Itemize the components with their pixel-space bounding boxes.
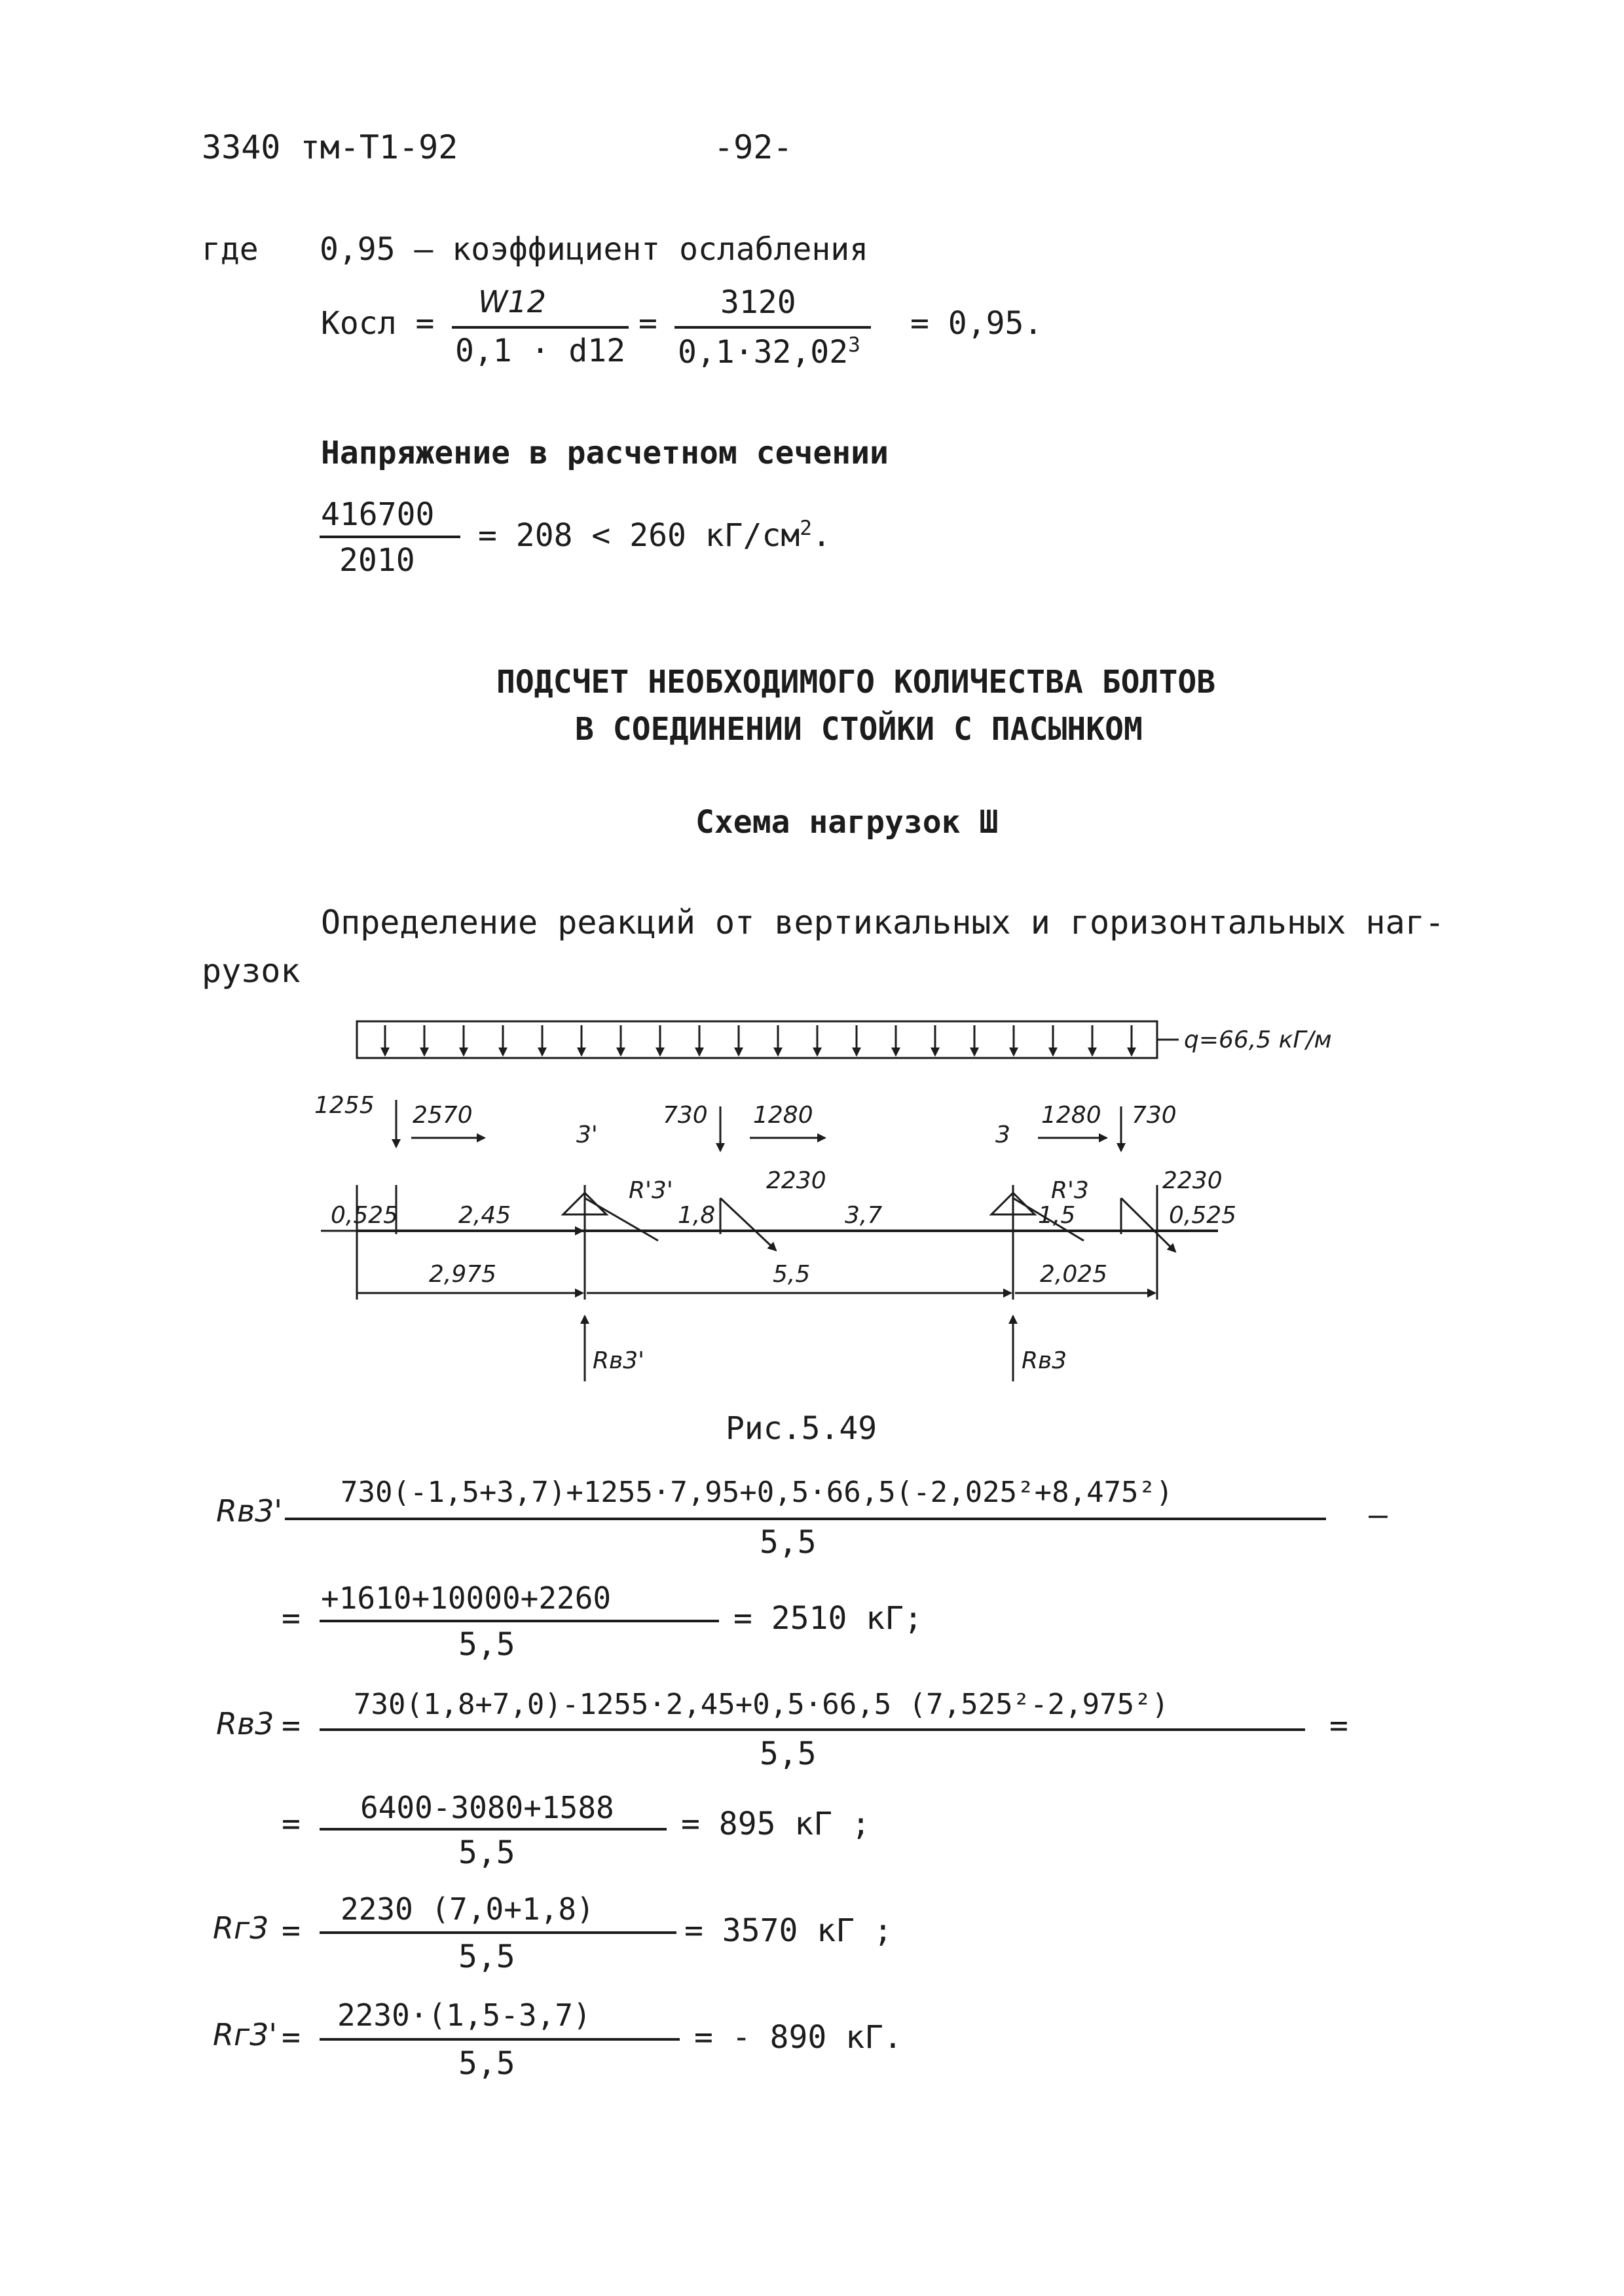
dim-15-label: 1,5 <box>1038 1202 1076 1229</box>
intro-text-line-1: Определение реакций от вертикальных и горизонтальных наг- <box>321 903 1445 941</box>
eq3-label: Rв3 <box>216 1706 274 1741</box>
stress-denominator: 2010 <box>339 542 415 579</box>
eq6-label: Rг3' <box>213 2017 278 2052</box>
figure-caption: Рис.5.49 <box>726 1410 877 1447</box>
intro-text-line-2: рузок <box>202 952 301 990</box>
eq5-equals: = <box>282 1912 301 1949</box>
eq3-tail: = <box>1329 1707 1348 1744</box>
page-number: -92- <box>714 128 793 166</box>
section-title-line-1: ПОДСЧЕТ НЕОБХОДИМОГО КОЛИЧЕСТВА БОЛТОВ <box>496 664 1216 701</box>
eq3-numerator: 730(1,8+7,0)-1255·2,45+0,5·66,5 (7,525²-2,975²) <box>354 1688 1170 1721</box>
eq1-denominator: 5,5 <box>760 1524 817 1561</box>
reaction-rv3-label: Rв3 <box>1022 1347 1067 1374</box>
reaction-r3p-line <box>585 1198 658 1241</box>
reaction-r3p-label: R'3' <box>629 1177 673 1204</box>
eq6-denominator: 5,5 <box>458 2045 515 2082</box>
force-730-left-label: 730 <box>663 1102 708 1129</box>
eq1-label: Rв3' <box>216 1493 282 1529</box>
where-word: где <box>202 231 259 268</box>
force-1280-left-label: 1280 <box>753 1102 813 1129</box>
eq6-result: = - 890 кГ. <box>694 2019 902 2056</box>
force-1255-label: 1255 <box>314 1092 375 1119</box>
eq6-fraction-bar <box>320 2038 680 2041</box>
eq5-denominator: 5,5 <box>458 1939 515 1975</box>
weakening-result: = 0,95. <box>910 305 1043 342</box>
dim-0525-left-label: 0,525 <box>331 1202 399 1229</box>
eq2-denominator: 5,5 <box>458 1626 515 1663</box>
weakening-definition: 0,95 – коэффициент ослабления <box>320 231 869 268</box>
k-weakening-label: Косл = <box>321 305 435 342</box>
dim-2975-label: 2,975 <box>429 1261 497 1288</box>
force-2570-label: 2570 <box>413 1102 473 1129</box>
fraction-2-denominator: $0,1\cdot 32,02^3$ <box>678 333 860 371</box>
section-title-line-2: В СОЕДИНЕНИИ СТОЙКИ С ПАСЫНКОМ <box>575 711 1143 748</box>
document-number: 3340 тм-Т1-92 <box>202 128 458 166</box>
eq3-denominator: 5,5 <box>760 1736 817 1772</box>
fraction-1-denominator: 0,1 · d12 <box>455 333 626 369</box>
eq2-equals: = <box>282 1600 301 1637</box>
node-3-label: 3 <box>995 1121 1010 1148</box>
distributed-load-label: q=66,5 кГ/м <box>1184 1027 1332 1053</box>
eq2-numerator: +1610+10000+2260 <box>321 1580 612 1616</box>
fraction-2-numerator: 3120 <box>720 284 796 321</box>
eq4-fraction-bar <box>320 1828 667 1831</box>
eq1-numerator: 730(-1,5+3,7)+1255·7,95+0,5·66,5(-2,025²+8,475²) <box>341 1476 1173 1509</box>
distributed-load-box <box>357 1021 1157 1058</box>
fraction-1-numerator: W12 <box>478 284 547 319</box>
eq4-result: = 895 кГ ; <box>681 1806 870 1842</box>
distributed-load-arrows <box>385 1025 1132 1055</box>
eq6-numerator: 2230·(1,5-3,7) <box>337 1997 591 2033</box>
eq5-fraction-bar <box>320 1931 676 1934</box>
eq3-equals: = <box>282 1707 301 1744</box>
eq1-tail: – <box>1369 1497 1388 1533</box>
equals-sign: = <box>638 305 657 342</box>
stress-result: = 208 < 260 $кГ/см^2$. <box>478 517 831 554</box>
eq5-result: = 3570 кГ ; <box>684 1912 893 1949</box>
eq4-equals: = <box>282 1806 301 1842</box>
force-2230-left-label: 2230 <box>766 1167 826 1194</box>
eq4-numerator: 6400-3080+1588 <box>360 1790 614 1825</box>
eq6-equals: = <box>282 2019 301 2056</box>
dim-18-label: 1,8 <box>678 1202 716 1229</box>
reaction-rv3p-label: Rв3' <box>593 1347 645 1374</box>
eq3-fraction-bar <box>320 1728 1305 1731</box>
dim-37-label: 3,7 <box>845 1202 883 1229</box>
stress-numerator: 416700 <box>321 496 435 533</box>
eq5-numerator: 2230 (7,0+1,8) <box>341 1891 595 1927</box>
dim-2025-label: 2,025 <box>1040 1261 1108 1288</box>
force-2230-left-arrow <box>720 1198 776 1250</box>
force-1280-right-label: 1280 <box>1041 1102 1101 1129</box>
force-730-right-label: 730 <box>1132 1102 1177 1129</box>
dim-245-label: 2,45 <box>458 1202 511 1229</box>
eq1-fraction-bar <box>285 1518 1326 1520</box>
dim-55-label: 5,5 <box>773 1261 811 1288</box>
reaction-r3-label: R'3 <box>1051 1177 1089 1204</box>
scheme-title: Схема нагрузок Ш <box>695 804 999 841</box>
dim-0525-right-label: 0,525 <box>1169 1202 1237 1229</box>
eq2-result: = 2510 кГ; <box>733 1600 923 1637</box>
force-2230-right-arrow <box>1121 1198 1175 1252</box>
eq2-fraction-bar <box>320 1620 719 1622</box>
node-3p-label: 3' <box>576 1121 598 1148</box>
force-2230-right-label: 2230 <box>1162 1167 1223 1194</box>
eq5-label: Rг3 <box>213 1910 269 1946</box>
stress-heading: Напряжение в расчетном сечении <box>321 435 889 471</box>
eq4-denominator: 5,5 <box>458 1834 515 1871</box>
